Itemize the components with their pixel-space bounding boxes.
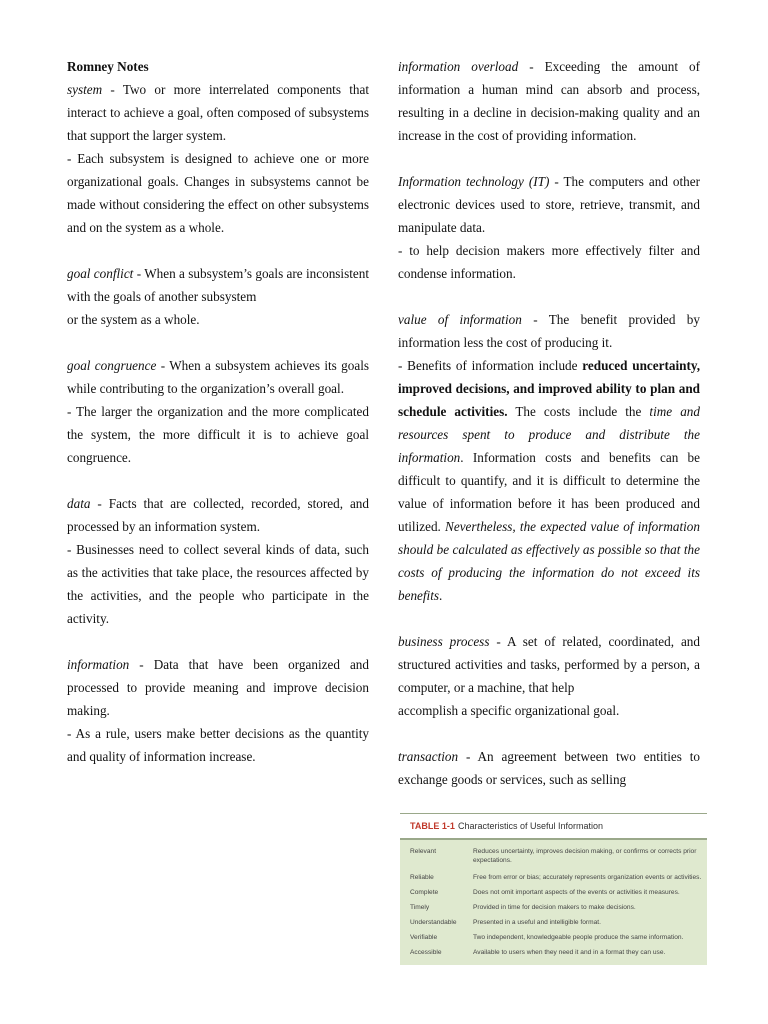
- table-row-value: Reduces uncertainty, improves decision making, or confirms or corrects prior expectations.: [473, 848, 697, 864]
- data-def-text: - Facts that are collected, recorded, stored, and processed by an information system.: [67, 496, 369, 534]
- goal-congruence-def-text: - When a subsystem achieves its goals while contributing to the organization’s overall goal.: [67, 358, 369, 396]
- business-process-def-text: - A set of related, coordinated, and structured activities and tasks, performed by a person, a computer, or a machine, that help: [398, 634, 700, 695]
- value-note-costs: time and resources spent to produce and distribute the information: [398, 404, 700, 465]
- term-information-technology: Information technology (IT): [398, 174, 550, 189]
- value-note-benefits: reduced uncertainty, improved decisions, and improved ability to plan and schedule activities.: [398, 358, 700, 419]
- information-def-text: - Data that have been organized and processed to provide meaning and improve decision making.: [67, 657, 369, 718]
- goal-congruence-note: - The larger the organization and the more complicated the system, the more difficult it is to achieve goal congruence.: [67, 404, 369, 465]
- term-information: information: [67, 657, 130, 672]
- business-process-definition: [398, 630, 700, 699]
- table-row-value: Available to users when they need it and in a format they can use.: [473, 949, 666, 956]
- term-goal-congruence: goal congruence: [67, 358, 157, 373]
- goal-conflict-def-text: - When a subsystem’s goals are inconsistent with the goals of another subsystem: [67, 266, 369, 304]
- information-note: - As a rule, users make better decisions as the quantity and quality of information increase.: [67, 726, 369, 764]
- table-row-value: Presented in a useful and intelligible format.: [473, 919, 601, 926]
- value-note-end: .: [439, 588, 443, 603]
- table-row-label: Understandable: [410, 919, 457, 926]
- value-note-part5: . Information costs and benefits can be difficult to quantify, and it is difficult to determine the value of information before it has been produced and utilized.: [398, 450, 700, 534]
- term-value-of-information: value of information: [398, 312, 522, 327]
- it-def-text: - The computers and other electronic devices used to store, retrieve, transmit, and manipulate data.: [398, 174, 700, 235]
- goal-conflict-definition: [67, 262, 369, 308]
- table-row-label: Timely: [410, 904, 430, 911]
- table-row-label: Relevant: [410, 848, 437, 855]
- table-row-value: Two independent, knowledgeable people produce the same information.: [473, 934, 684, 941]
- value-definition: [398, 308, 700, 354]
- term-goal-conflict: goal conflict: [67, 266, 134, 281]
- information-definition: [67, 653, 369, 722]
- table-row-label: Verifiable: [410, 934, 438, 941]
- it-definition: [398, 170, 700, 239]
- term-business-process: business process: [398, 634, 490, 649]
- it-note: - to help decision makers more effectively filter and condense information.: [398, 243, 700, 281]
- value-note: [398, 354, 700, 607]
- table-row-label: Reliable: [410, 874, 434, 881]
- value-note-expected: Nevertheless, the expected value of information should be calculated as effectively as possible so that the costs of producing the information do not exceed its benefits: [398, 519, 700, 603]
- goal-congruence-definition: [67, 354, 369, 400]
- term-system: system: [67, 82, 103, 97]
- table-row-value: Free from error or bias; accurately represents organization events or activities.: [473, 874, 702, 881]
- table-row-value: Provided in time for decision makers to make decisions.: [473, 904, 636, 911]
- data-note: - Businesses need to collect several kinds of data, such as the activities that take place, the resources affected by the activities, and the people who participate in the activity.: [67, 542, 369, 626]
- table-row-label: Accessible: [410, 949, 442, 956]
- value-def-text: - The benefit provided by information less the cost of producing it.: [398, 312, 700, 350]
- document-title: Romney Notes: [67, 59, 149, 74]
- table-row-value: Does not omit important aspects of the events or activities it measures.: [473, 889, 680, 896]
- right-column: [398, 55, 700, 791]
- business-process-continuation: accomplish a specific organizational goal.: [398, 703, 620, 718]
- overload-def-text: - Exceeding the amount of information a human mind can absorb and process, resulting in a decline in decision-making quality and an increase in the cost of providing information.: [398, 59, 700, 143]
- data-definition: [67, 492, 369, 538]
- goal-conflict-continuation: or the system as a whole.: [67, 312, 200, 327]
- term-transaction: transaction: [398, 749, 459, 764]
- system-def-text: - Two or more interrelated components that interact to achieve a goal, often composed of subsystems that support the larger system.: [67, 82, 369, 143]
- value-note-part1: - Benefits of information include: [398, 358, 583, 373]
- useful-information-table: [400, 813, 707, 965]
- table-title: Characteristics of Useful Information: [458, 821, 604, 831]
- table-number: TABLE 1-1: [410, 821, 455, 831]
- left-column: [67, 55, 369, 768]
- value-note-part3: The costs include the: [507, 404, 650, 419]
- transaction-def-text: - An agreement between two entities to exchange goods or services, such as selling: [398, 749, 700, 787]
- system-definition: [67, 78, 369, 147]
- table-header: [400, 813, 707, 840]
- system-note: - Each subsystem is designed to achieve one or more organizational goals. Changes in subsystems cannot be made without considering the effect on other subsystems and on the system as a whole.: [67, 151, 369, 235]
- overload-definition: [398, 55, 700, 147]
- term-information-overload: information overload: [398, 59, 519, 74]
- term-data: data: [67, 496, 91, 511]
- transaction-definition: [398, 745, 700, 791]
- table-row-label: Complete: [410, 889, 439, 896]
